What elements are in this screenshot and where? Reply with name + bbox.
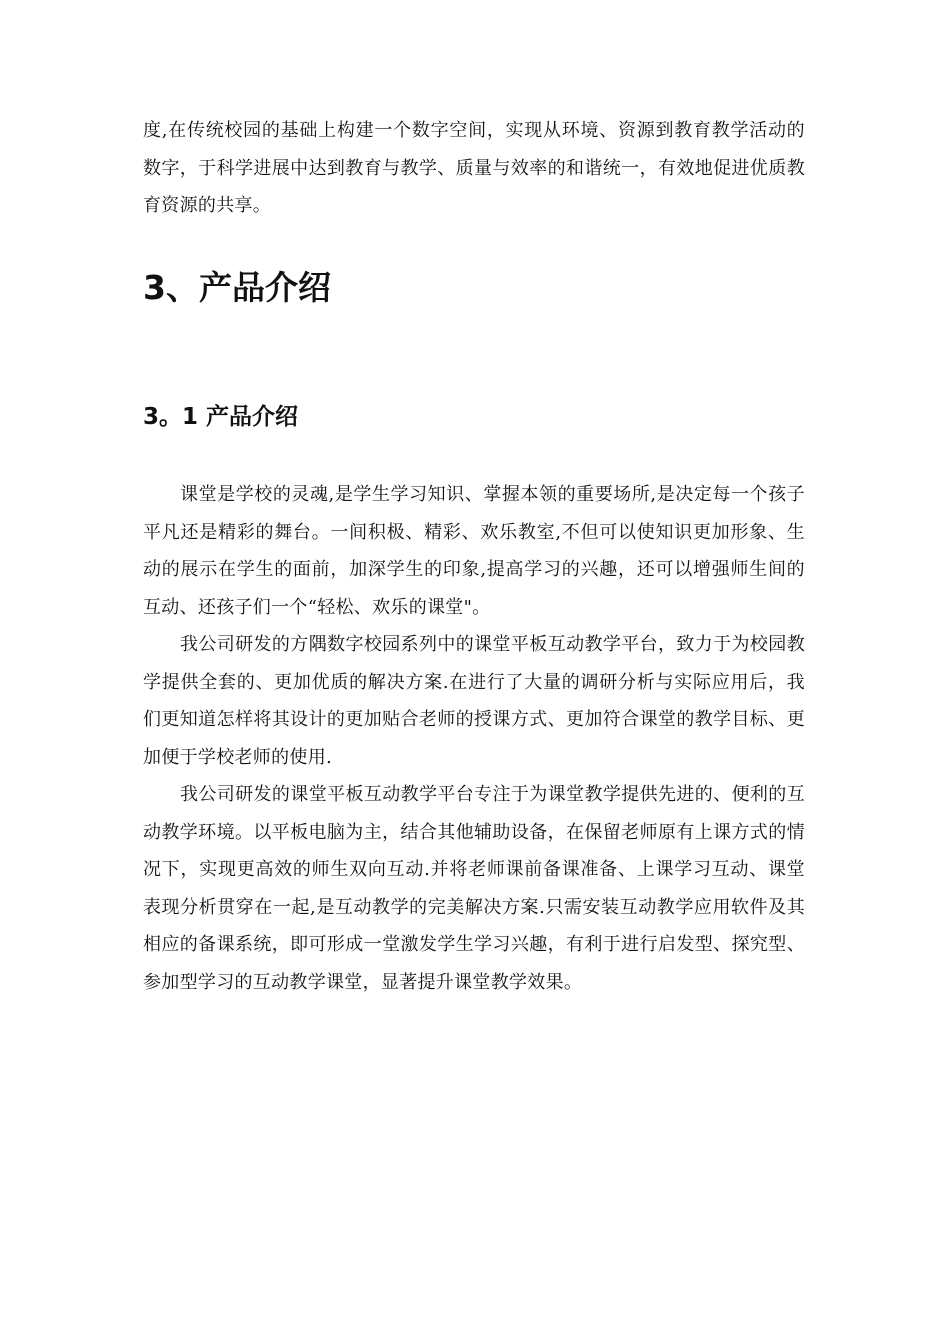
intro-paragraph: 度,在传统校园的基础上构建一个数字空间，实现从环境、资源到教育教学活动的数字，于科学进展中达到教育与教学、质量与效率的和谐统一，有效地促进优质教育资源的共享。: [143, 120, 805, 216]
body-paragraph-3: 我公司研发的课堂平板互动教学平台专注于为课堂教学提供先进的、便利的互动教学环境。以平板电脑为主，结合其他辅助设备，在保留老师原有上课方式的情况下，实现更高效的师生双向互动.并将老师课前备课准备、上课学习互动、课堂表现分析贯穿在一起,是互动教学的完美解决方案.只需安装互动教学应用软件及其相应的备课系统，即可形成一堂激发学生学习兴趣，有利于进行启发型、探究型、参加型学习的互动教学课堂，显著提升课堂教学效果。: [143, 784, 805, 993]
document-page: [143, 112, 805, 993]
body-paragraph-2: 我公司研发的方隅数字校园系列中的课堂平板互动教学平台，致力于为校园教学提供全套的、更加优质的解决方案.在进行了大量的调研分析与实际应用后，我们更知道怎样将其设计的更加贴合老师的授课方式、更加符合课堂的教学目标、更加便于学校老师的使用.: [143, 634, 805, 768]
section-heading: 3、产品介绍: [143, 268, 331, 307]
subsection-body: [143, 476, 805, 1001]
body-paragraph-1: 课堂是学校的灵魂,是学生学习知识、掌握本领的重要场所,是决定每一个孩子平凡还是精彩的舞台。一间积极、精彩、欢乐教室,不但可以使知识更加形象、生动的展示在学生的面前，加深学生的印象,提高学习的兴趣，还可以增强师生间的互动、还孩子们一个“轻松、欢乐的课堂"。: [143, 484, 805, 618]
subsection-heading: 3。1 产品介绍: [143, 404, 299, 430]
